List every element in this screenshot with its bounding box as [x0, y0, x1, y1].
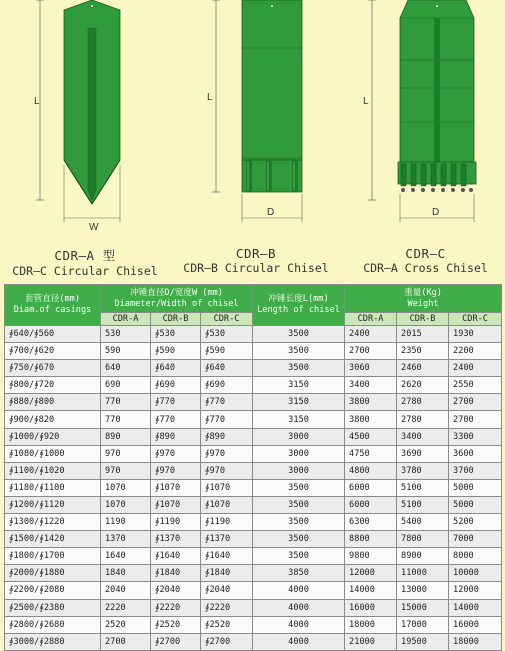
dim-l-b: L: [207, 92, 213, 103]
table-cell: 4800: [345, 462, 397, 479]
table-row: [5, 445, 502, 462]
table-cell: ∮640: [151, 360, 201, 377]
table-cell: 2700: [449, 411, 502, 428]
table-cell: ∮1100/∮1020: [5, 462, 101, 479]
chisel-drawings: [0, 0, 505, 240]
table-cell: ∮2040: [201, 582, 253, 599]
table-cell: ∮2000/∮1880: [5, 565, 101, 582]
table-cell: 13000: [397, 582, 449, 599]
table-cell: 3000: [253, 445, 345, 462]
chisel-a-drawing: [34, 0, 120, 233]
table-cell: ∮1070: [201, 479, 253, 496]
table-row: [5, 377, 502, 394]
subheader-cell: CDR-B: [397, 313, 449, 326]
table-cell: 3500: [253, 479, 345, 496]
table-cell: ∮590: [151, 343, 201, 360]
table-cell: ∮970: [151, 462, 201, 479]
table-cell: 9800: [345, 548, 397, 565]
table-cell: ∮1190: [201, 514, 253, 531]
table-row: [5, 599, 502, 616]
table-cell: ∮1640: [151, 548, 201, 565]
caption-c-title: CDR—C: [405, 246, 446, 261]
table-cell: 690: [101, 377, 151, 394]
table-cell: 4000: [253, 582, 345, 599]
table-row: [5, 633, 502, 650]
subheader-cell: CDR-A: [101, 313, 151, 326]
table-cell: 3000: [253, 428, 345, 445]
table-cell: 3500: [253, 326, 345, 343]
table-cell: 3500: [253, 496, 345, 513]
table-cell: 7800: [397, 531, 449, 548]
subheader-cell: CDR-A: [345, 313, 397, 326]
chisel-c-drawing: [363, 0, 476, 222]
table-row: [5, 462, 502, 479]
table-row: [5, 582, 502, 599]
table-cell: 3700: [449, 462, 502, 479]
table-cell: ∮900/∮820: [5, 411, 101, 428]
table-cell: 3500: [253, 548, 345, 565]
dim-d-c: D: [432, 207, 440, 218]
table-cell: 770: [101, 394, 151, 411]
table-cell: ∮1840: [201, 565, 253, 582]
table-row: [5, 360, 502, 377]
table-cell: 8800: [345, 531, 397, 548]
table-cell: 6000: [345, 496, 397, 513]
table-cell: 3850: [253, 565, 345, 582]
table-cell: ∮1300/∮1220: [5, 514, 101, 531]
table-cell: 12000: [449, 582, 502, 599]
table-cell: ∮640/∮560: [5, 326, 101, 343]
header-length: 冲锤长度L(mm) Length of chisel: [253, 285, 345, 326]
table-cell: 2700: [449, 394, 502, 411]
subheader-cell: CDR-C: [449, 313, 502, 326]
table-cell: 2040: [101, 582, 151, 599]
table-row: [5, 343, 502, 360]
table-cell: ∮2040: [151, 582, 201, 599]
header-casing: 套管直径(mm) Diam.of casings: [5, 285, 101, 326]
table-cell: 970: [101, 462, 151, 479]
table-cell: ∮1070: [151, 479, 201, 496]
table-cell: 5100: [397, 496, 449, 513]
caption-b: [176, 246, 336, 275]
caption-b-subtitle: CDR—B Circular Chisel: [183, 261, 329, 275]
spec-table: [4, 284, 502, 651]
table-cell: ∮2800/∮2680: [5, 616, 101, 633]
table-cell: ∮2520: [201, 616, 253, 633]
spec-table-body: [5, 326, 502, 651]
table-cell: ∮1640: [201, 548, 253, 565]
table-cell: ∮2200/∮2080: [5, 582, 101, 599]
table-cell: 3500: [253, 531, 345, 548]
table-cell: 8000: [449, 548, 502, 565]
table-cell: 4500: [345, 428, 397, 445]
table-cell: 2520: [101, 616, 151, 633]
table-cell: 16000: [449, 616, 502, 633]
table-cell: ∮770: [201, 394, 253, 411]
table-cell: 3800: [345, 411, 397, 428]
table-cell: ∮970: [201, 462, 253, 479]
table-cell: ∮2700: [201, 633, 253, 650]
table-cell: ∮640: [201, 360, 253, 377]
table-cell: 14000: [345, 582, 397, 599]
table-cell: ∮690: [151, 377, 201, 394]
table-cell: 5000: [449, 479, 502, 496]
table-cell: 12000: [345, 565, 397, 582]
table-cell: 3690: [397, 445, 449, 462]
table-cell: ∮800/∮720: [5, 377, 101, 394]
subheader-cell: CDR-C: [201, 313, 253, 326]
table-cell: ∮2500/∮2380: [5, 599, 101, 616]
table-cell: ∮3000/∮2880: [5, 633, 101, 650]
table-cell: 4750: [345, 445, 397, 462]
table-row: [5, 394, 502, 411]
table-cell: ∮1840: [151, 565, 201, 582]
table-cell: 1070: [101, 479, 151, 496]
table-cell: 18000: [345, 616, 397, 633]
table-cell: 3500: [253, 343, 345, 360]
table-cell: ∮880/∮800: [5, 394, 101, 411]
table-cell: 590: [101, 343, 151, 360]
table-cell: 1370: [101, 531, 151, 548]
table-cell: 4000: [253, 599, 345, 616]
table-row: [5, 496, 502, 513]
table-cell: 3400: [397, 428, 449, 445]
table-row: [5, 548, 502, 565]
table-cell: 1840: [101, 565, 151, 582]
table-cell: 3150: [253, 394, 345, 411]
table-cell: ∮700/∮620: [5, 343, 101, 360]
table-cell: ∮970: [151, 445, 201, 462]
table-cell: ∮770: [151, 394, 201, 411]
caption-c-subtitle: CDR—A Cross Chisel: [363, 261, 488, 275]
table-cell: 3800: [345, 394, 397, 411]
table-cell: 530: [101, 326, 151, 343]
table-row: [5, 479, 502, 496]
table-cell: ∮530: [151, 326, 201, 343]
table-cell: ∮2220: [201, 599, 253, 616]
table-cell: 10000: [449, 565, 502, 582]
header-weight: 重量(Kg) Weight: [345, 285, 502, 313]
table-cell: ∮1070: [151, 496, 201, 513]
table-cell: ∮1000/∮920: [5, 428, 101, 445]
table-cell: 1070: [101, 496, 151, 513]
table-cell: 3500: [253, 360, 345, 377]
table-cell: 890: [101, 428, 151, 445]
table-cell: ∮690: [201, 377, 253, 394]
table-cell: 2015: [397, 326, 449, 343]
table-cell: 3400: [345, 377, 397, 394]
table-cell: 2220: [101, 599, 151, 616]
table-cell: ∮770: [201, 411, 253, 428]
table-cell: 21000: [345, 633, 397, 650]
table-row: [5, 514, 502, 531]
table-cell: 18000: [449, 633, 502, 650]
table-cell: 3780: [397, 462, 449, 479]
table-row: [5, 428, 502, 445]
table-cell: ∮2700: [151, 633, 201, 650]
table-cell: 2200: [449, 343, 502, 360]
table-cell: ∮970: [201, 445, 253, 462]
table-cell: 8900: [397, 548, 449, 565]
caption-b-title: CDR—B: [235, 246, 277, 261]
table-cell: 3150: [253, 411, 345, 428]
table-cell: ∮2520: [151, 616, 201, 633]
caption-a-subtitle: CDR—C Circular Chisel: [12, 264, 158, 278]
table-cell: 970: [101, 445, 151, 462]
table-cell: 1640: [101, 548, 151, 565]
table-cell: 2460: [397, 360, 449, 377]
table-cell: 2550: [449, 377, 502, 394]
table-cell: ∮890: [151, 428, 201, 445]
table-cell: 6300: [345, 514, 397, 531]
table-cell: ∮1190: [151, 514, 201, 531]
table-cell: ∮1500/∮1420: [5, 531, 101, 548]
caption-a: [0, 246, 170, 278]
table-cell: 3300: [449, 428, 502, 445]
table-row: [5, 411, 502, 428]
table-cell: 2620: [397, 377, 449, 394]
table-row: [5, 326, 502, 343]
chisel-b-drawing: [207, 0, 302, 222]
caption-c: [346, 246, 505, 275]
table-cell: 1190: [101, 514, 151, 531]
table-cell: ∮1180/∮1100: [5, 479, 101, 496]
table-row: [5, 616, 502, 633]
table-cell: 1930: [449, 326, 502, 343]
table-cell: ∮750/∮670: [5, 360, 101, 377]
table-cell: ∮890: [201, 428, 253, 445]
table-cell: 15000: [397, 599, 449, 616]
dim-d-b: D: [267, 207, 275, 218]
table-cell: 2780: [397, 394, 449, 411]
table-cell: 3060: [345, 360, 397, 377]
table-cell: 2700: [101, 633, 151, 650]
table-row: [5, 565, 502, 582]
table-cell: 4000: [253, 616, 345, 633]
table-cell: 5400: [397, 514, 449, 531]
table-cell: 2700: [345, 343, 397, 360]
table-cell: ∮770: [151, 411, 201, 428]
table-cell: 6000: [345, 479, 397, 496]
table-cell: ∮1200/∮1120: [5, 496, 101, 513]
table-cell: 640: [101, 360, 151, 377]
table-cell: ∮1070: [201, 496, 253, 513]
table-cell: 3500: [253, 514, 345, 531]
table-cell: 2350: [397, 343, 449, 360]
table-cell: 770: [101, 411, 151, 428]
header-chisel-diameter: 冲锤直径D/宽度W (mm) Diameter/Width of chisel: [101, 285, 253, 313]
table-cell: 5100: [397, 479, 449, 496]
table-cell: ∮1800/∮1700: [5, 548, 101, 565]
table-cell: 2400: [449, 360, 502, 377]
table-cell: 19500: [397, 633, 449, 650]
table-cell: ∮530: [201, 326, 253, 343]
dim-l-c: L: [363, 96, 369, 107]
table-cell: 3600: [449, 445, 502, 462]
table-cell: ∮1080/∮1000: [5, 445, 101, 462]
table-cell: ∮590: [201, 343, 253, 360]
dim-l-a: L: [34, 96, 40, 107]
dim-w-a: W: [89, 222, 99, 233]
table-cell: 16000: [345, 599, 397, 616]
subheader-cell: CDR-B: [151, 313, 201, 326]
table-cell: 7000: [449, 531, 502, 548]
table-cell: 14000: [449, 599, 502, 616]
table-cell: ∮1370: [151, 531, 201, 548]
table-cell: 11000: [397, 565, 449, 582]
caption-a-title: CDR—A 型: [54, 248, 116, 263]
table-cell: 5000: [449, 496, 502, 513]
table-cell: 2400: [345, 326, 397, 343]
table-cell: ∮2220: [151, 599, 201, 616]
table-cell: 2780: [397, 411, 449, 428]
table-cell: 4000: [253, 633, 345, 650]
table-cell: 17000: [397, 616, 449, 633]
table-cell: ∮1370: [201, 531, 253, 548]
table-cell: 3150: [253, 377, 345, 394]
table-cell: 5200: [449, 514, 502, 531]
table-row: [5, 531, 502, 548]
table-cell: 3000: [253, 462, 345, 479]
